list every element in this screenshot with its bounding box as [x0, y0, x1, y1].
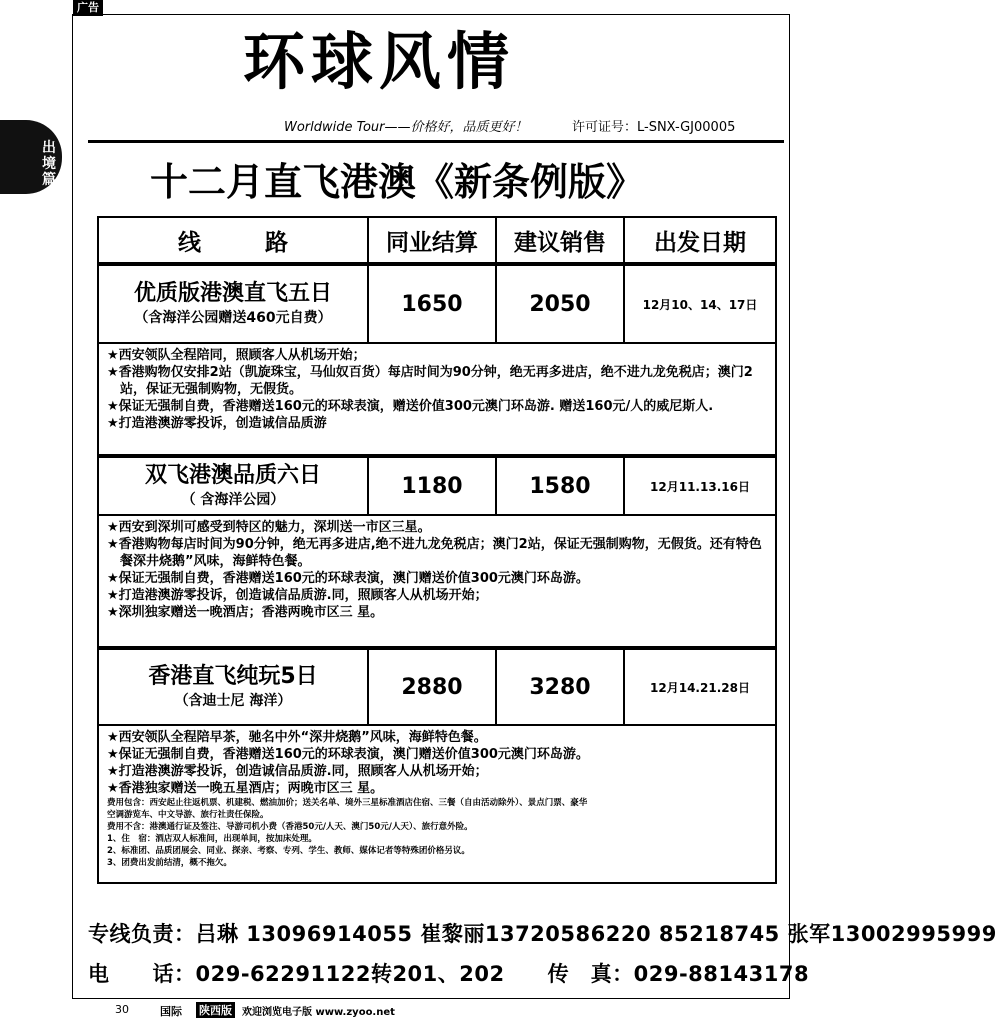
product-route-cell	[99, 458, 369, 514]
retail-price: 1580	[529, 473, 591, 499]
header-peer-price: 同业结算	[369, 218, 497, 262]
note-item: ★西安领队全程陪同，照顾客人从机场开始；	[107, 348, 366, 363]
product-name: 优质版港澳直飞五日	[133, 281, 332, 306]
peer-price: 2880	[401, 674, 463, 700]
section-label: 国际	[160, 1005, 182, 1018]
fine-print: 2、标准团、品质团展会、同业、探亲、考察、专列、学生、教师、媒体记者等特殊团价格另议。	[107, 846, 470, 856]
brand-title: 环球风情	[243, 25, 516, 98]
edition-badge: 陕西版	[196, 1002, 235, 1018]
headline: 十二月直飞港澳《新条例版》	[150, 160, 645, 204]
retail-price-cell	[497, 266, 625, 342]
tagline: Worldwide Tour——价格好，品质更好！	[284, 120, 528, 135]
product-route-cell	[99, 650, 369, 724]
contact-phone-fax: 电 话：029-62291122转201、202 传 真：029-88143178	[88, 962, 810, 986]
website-link[interactable]: 欢迎浏览电子版 www.zyoo.net	[242, 1007, 395, 1018]
retail-price-cell	[497, 458, 625, 514]
header-route-label: 线路	[178, 229, 352, 256]
departure-cell	[625, 458, 775, 514]
note-item: ★西安领队全程陪早茶，驰名中外“深井烧鹅”风味，海鲜特色餐。	[107, 730, 487, 745]
departure-cell	[625, 266, 775, 342]
ad-tag: 广告	[73, 0, 103, 16]
departure-dates: 12月10、14、17日	[642, 297, 758, 312]
departure-dates: 12月14.21.28日	[650, 680, 750, 695]
note-item: ★深圳独家赠送一晚酒店；香港两晚市区三 星。	[107, 605, 384, 620]
product-subtitle: （含迪士尼 海洋）	[174, 693, 292, 709]
product-route-cell	[99, 266, 369, 342]
license-number: 许可证号：L-SNX-GJ00005	[572, 120, 736, 135]
product-row	[97, 456, 777, 516]
retail-price: 3280	[529, 674, 591, 700]
fine-print: 3、团费出发前结清，概不拖欠。	[107, 858, 232, 868]
departure-cell	[625, 650, 775, 724]
departure-dates: 12月11.13.16日	[650, 479, 750, 494]
retail-price-cell	[497, 650, 625, 724]
peer-price-cell	[369, 266, 497, 342]
contact-persons: 专线负责：吕琳 13096914055 崔黎丽13720586220 85218745 张军13002995999	[88, 922, 997, 946]
fine-print: 费用包含：西安起止往返机票、机建税、燃油加价；送关名单、境外三星标准酒店住宿、三餐（自由活动除外）、景点门票、豪华	[107, 798, 588, 808]
peer-price: 1650	[401, 291, 463, 317]
fine-print: 空调游览车、中文导游、旅行社责任保险。	[107, 810, 269, 820]
product-row	[97, 648, 777, 726]
header-departure: 出发日期	[654, 229, 746, 256]
peer-price-cell	[369, 650, 497, 724]
product-name: 双飞港澳品质六日	[144, 463, 321, 488]
product-notes	[97, 342, 777, 456]
note-item: ★打造港澳游零投诉，创造诚信品质游.同，照顾客人从机场开始；	[107, 588, 488, 603]
price-table-header	[97, 216, 777, 264]
page-number: 30	[115, 1003, 129, 1016]
page-footer	[0, 1001, 800, 1019]
note-item: ★保证无强制自费，香港赠送160元的环球表演，澳门赠送价值300元澳门环岛游。	[107, 747, 589, 762]
product-subtitle: （ 含海洋公园）	[181, 492, 285, 508]
note-item: ★打造港澳游零投诉，创造诚信品质游.同，照顾客人从机场开始；	[107, 764, 488, 779]
retail-price: 2050	[529, 291, 591, 317]
product-notes	[97, 514, 777, 648]
peer-price-cell	[369, 458, 497, 514]
note-item: ★香港购物仅安排2站（凯旋珠宝，马仙奴百货）每店时间为90分钟，绝无再多进店，绝不进九龙免税店；澳门2站，保证无强制购物，无假货。	[107, 365, 753, 397]
note-item: ★打造港澳游零投诉，创造诚信品质游	[107, 416, 327, 431]
product-row	[97, 264, 777, 344]
note-item: ★香港独家赠送一晚五星酒店；两晚市区三 星。	[107, 781, 384, 796]
product-notes	[97, 724, 777, 884]
side-tab-label: 出境篇	[42, 140, 56, 188]
note-item: ★香港购物每店时间为90分钟，绝无再多进店,绝不进九龙免税店；澳门2站，保证无强制购物，无假货。还有特色餐深井烧鹅”风味，海鲜特色餐。	[107, 537, 762, 569]
peer-price: 1180	[401, 473, 463, 499]
header-suggested-price: 建议销售	[497, 218, 625, 262]
product-subtitle: （含海洋公园赠送460元自费）	[134, 310, 332, 326]
note-item: ★保证无强制自费，香港赠送160元的环球表演，澳门赠送价值300元澳门环岛游。	[107, 571, 589, 586]
fine-print: 1、住 宿：酒店双人标准间，出现单间，按加床处理。	[107, 834, 317, 844]
section-side-tab	[0, 120, 62, 194]
divider	[88, 140, 784, 143]
header-route	[99, 218, 369, 262]
fine-print: 费用不含：港澳通行证及签注、导游司机小费（香港50元/人天、澳门50元/人天）、旅行意外险。	[107, 822, 473, 832]
note-item: ★西安到深圳可感受到特区的魅力，深圳送一市区三星。	[107, 520, 431, 535]
product-name: 香港直飞纯玩5日	[148, 664, 318, 689]
note-item: ★保证无强制自费，香港赠送160元的环球表演，赠送价值300元澳门环岛游. 赠送160元/人的威尼斯人.	[107, 399, 714, 414]
